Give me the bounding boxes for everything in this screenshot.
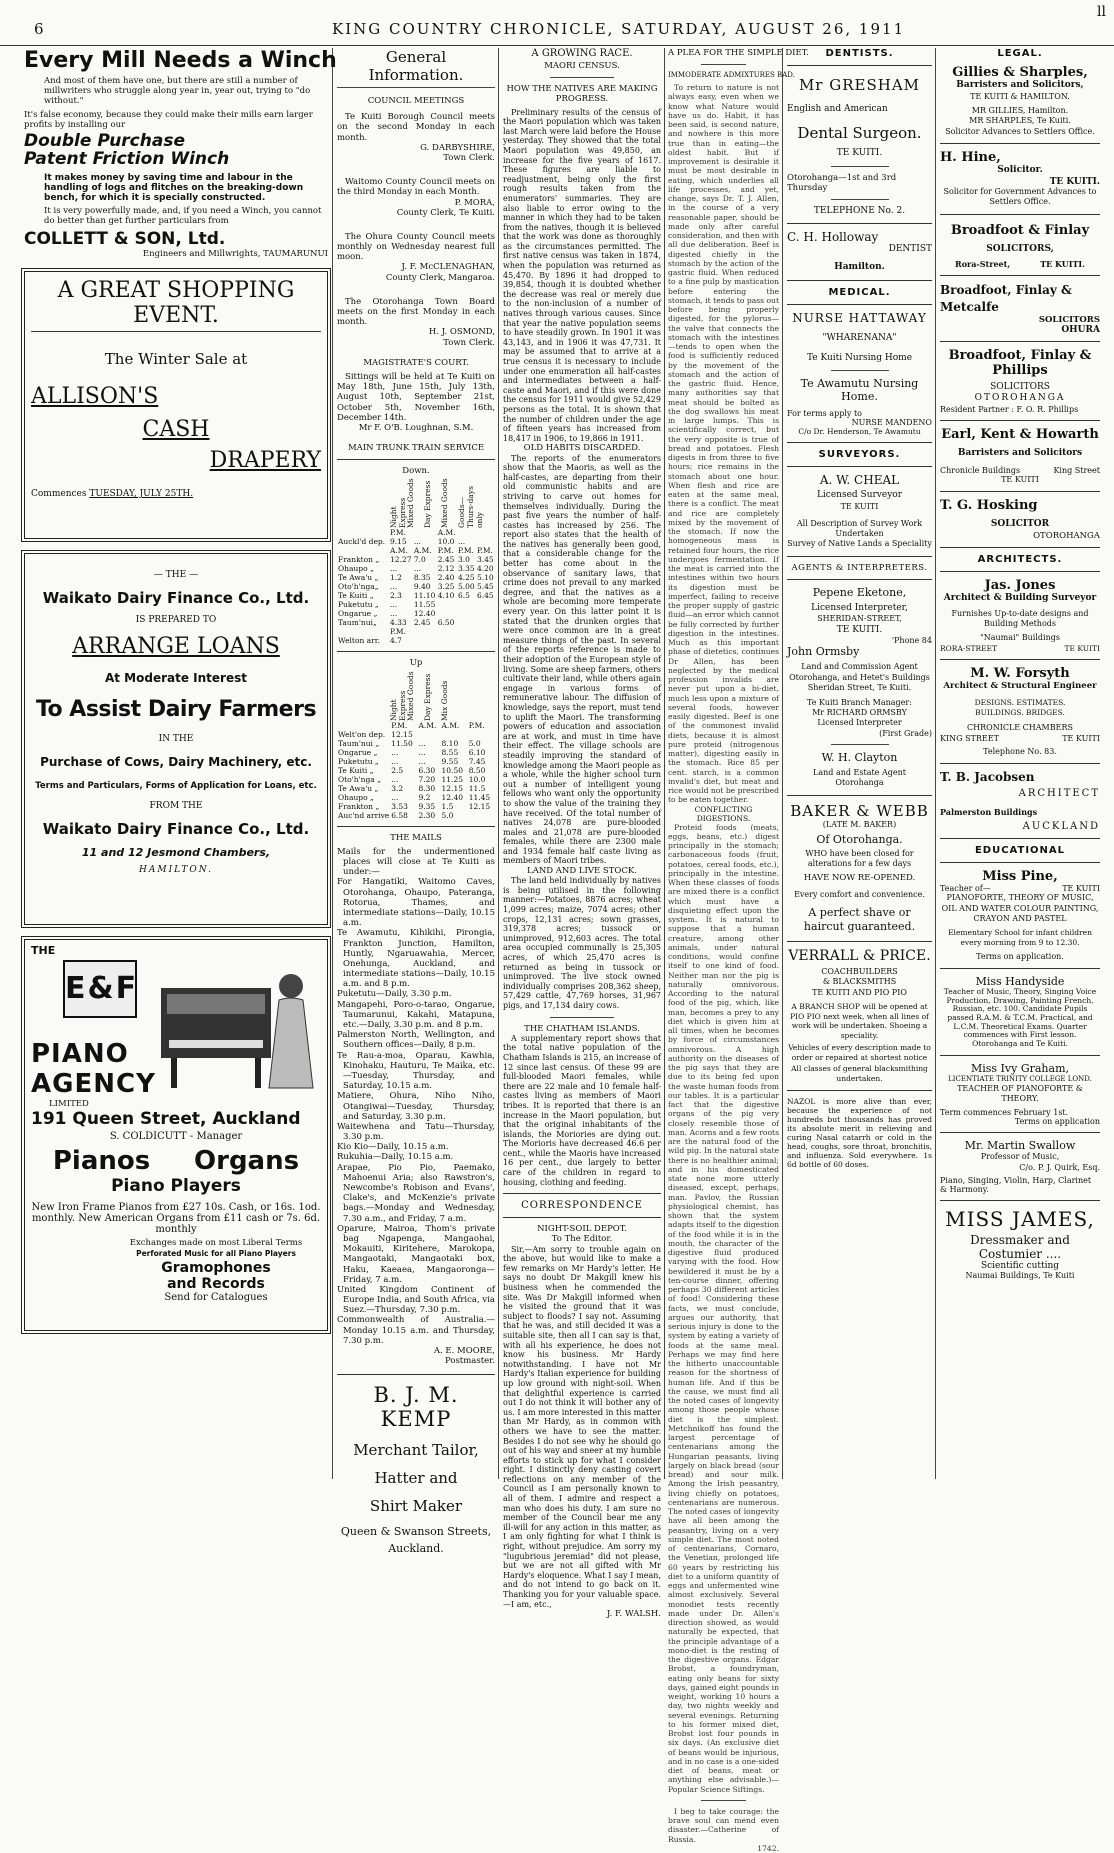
timetable-cell: 10.0 <box>468 774 486 784</box>
timetable-cell: A.M. <box>413 546 432 556</box>
dentists-heading: DENTISTS. <box>825 48 894 59</box>
timetable-cell: 6.58 <box>391 810 408 820</box>
timetable-cell: Taum'nui „ <box>338 738 380 748</box>
train-col-header: Day Express <box>423 673 432 721</box>
timetable-cell <box>476 528 495 537</box>
timetable-cell: ... <box>390 582 398 592</box>
timetable-cell <box>417 730 440 739</box>
timetable-cell: Ongarue „ <box>338 609 378 619</box>
timetable-cell <box>476 618 495 627</box>
table-row <box>337 739 495 748</box>
train-col-header: Goods—Thurs-days only <box>457 486 484 529</box>
timetable-cell: 3.25 <box>437 582 455 592</box>
timetable-cell: 1.2 <box>390 573 402 583</box>
timetable-cell: 8.10 <box>441 738 459 748</box>
timetable-cell: 4.20 <box>476 564 494 574</box>
timetable-cell: 7.0 <box>413 555 426 565</box>
down-train-headers <box>389 476 495 528</box>
table-row <box>337 582 495 591</box>
timetable-cell: Te Awa'u „ <box>338 783 379 793</box>
ef-logo: E&F <box>63 960 137 1018</box>
table-row <box>337 775 495 784</box>
mail-entry: Te Awamutu, Kihikihi, Pirongia, Frankton Junction, Hamilton, Huntly, Ngaruawahia, Mercer, Onehunga, Auckland, and intermediate stations—Daily, 10.15 a.m. and 8 p.m. <box>337 928 495 990</box>
table-row <box>337 730 495 739</box>
timetable-cell: ... <box>390 600 398 610</box>
mail-entry: Oparure, Mairoa, Thom's private bag Ngapenga, Mangaohai, Mokauiti, Kiritehere, Marokopa, Mangaotaki, Mangaotaki box, Haku, Kaeaea, Mangaoronga—Friday, 7 a.m. <box>337 1223 495 1285</box>
timetable-cell: 2.12 <box>437 564 455 574</box>
timetable-cell <box>457 618 476 627</box>
timetable-cell: 12.40 <box>441 792 463 802</box>
timetable-cell: Puketutu „ <box>338 600 379 610</box>
table-row <box>337 627 495 636</box>
train-col-header: Mixed Goods <box>406 671 415 721</box>
nazol-ad: NAZOL is more alive than ever, because the experience of not hundreds but thousands has proved its absolute merit in relieving and curing Nasal catarrh or cold in the head, coughs, sore throat, bronchitis, and influenza. Sold everywhere. 1s 6d bottle of 60 doses. <box>787 1096 932 1169</box>
mail-entry: Matiere, Ohura, Niho Niho, Otangiwai—Tuesday, Thursday, and Saturday, 3.30 p.m. <box>337 1091 495 1122</box>
timetable-cell: 6.50 <box>437 618 455 628</box>
timetable-cell: 11.45 <box>468 792 491 802</box>
collett-firm: COLLETT & SON, Ltd. <box>24 229 226 249</box>
timetable-cell: P.M. <box>390 528 406 538</box>
mail-entry: For Hangatiki, Waitomo Caves, Otorohanga, Ohaupo, Pateranga, Rotorua, Thames, and intermediate stations—Daily, 10.15 a.m. <box>337 877 495 929</box>
timetable-cell: 11.5 <box>468 783 486 793</box>
timetable-cell: 11.55 <box>413 600 436 610</box>
timetable-cell: 6.5 <box>457 591 470 601</box>
timetable-cell: ... <box>391 774 399 784</box>
general-info-title: General Information. <box>337 48 495 88</box>
down-train-table <box>337 528 495 645</box>
timetable-cell: 3.0 <box>457 555 470 565</box>
timetable-cell <box>337 721 390 730</box>
table-row <box>337 591 495 600</box>
timetable-cell: 8.30 <box>418 783 436 793</box>
timetable-cell: Frankton „ <box>338 801 380 811</box>
timetable-cell: Oto'h'nga „ <box>338 774 382 784</box>
timetable-cell: Oto'h'nga„ <box>338 582 379 592</box>
table-row <box>337 600 495 609</box>
timetable-cell <box>476 537 495 546</box>
timetable-cell: A.M. <box>441 720 460 730</box>
timetable-cell <box>437 627 457 636</box>
table-row <box>337 546 495 555</box>
timetable-cell: Ohaupo „ <box>338 564 374 574</box>
plea-diet-title: A PLEA FOR THE SIMPLE DIET. <box>668 48 809 58</box>
timetable-cell <box>413 636 437 645</box>
mail-entry: Palmerston North, Wellington, and Southern offices—Daily, 8 p.m. <box>337 1030 495 1051</box>
timetable-cell: 2.45 <box>437 555 455 565</box>
timetable-cell <box>337 546 389 555</box>
timetable-cell: 8.50 <box>468 765 486 775</box>
mail-entry: Te Rau-a-moa, Oparau, Kawhia, Kinohaku, Hauturu, Te Maika, etc.—Tuesday, Thursday, and Saturday, 10.15 a.m. <box>337 1050 495 1092</box>
timetable-cell: 9.55 <box>441 756 459 766</box>
newspaper-title: KING COUNTRY CHRONICLE, SATURDAY, AUGUST 26, 1911 <box>332 20 906 38</box>
up-train-headers <box>389 669 495 721</box>
train-col-header: Mixed Goods <box>440 478 449 529</box>
train-col-header: Day Express <box>423 481 432 529</box>
timetable-cell: A.M. <box>437 528 456 538</box>
timetable-cell: 2.3 <box>390 591 402 601</box>
baker-webb-ad: BAKER & WEBB <box>790 801 929 820</box>
column-3: A GROWING RACE. MAORI CENSUS. HOW THE NATIVES ARE MAKING PROGRESS. Preliminary results of the census of the Maori population which was taken last March were laid before the House yesterday. They showed that the total Maori population was 49,850, an increase for the five years of 1617. These figures are liable to readjustment, being only the first rough results taken from the enumerators' summaries. They are also liable to error owing to the manner in which they had to be taken from the natives, though it is believed that the work was done as thoroughly as the circumstances permitted. The first native census was taken in 1874, when the population was returned as 45,470. By 1896 it had dropped to 39,854, though it is doubted whether the decrease was real or merely due to the non-inclusion of a number of natives through various causes. Since that year the native population seems to have steadily grown. In 1901 it was 43,143, and in 1906 it was 47,731. It may be assumed that to arrive at a true census it is necessary to include under one enumeration all half-castes and intermediates between a half-caste and Maori, and if this were done the census for 1911 would give 52,429 persons as the total. It is shown that the number of children under the age of fifteen years has increased from 18,417 in 1906, to 19,866 in 1911. OLD HABITS DISCARDED. The reports of the enumerators show that the Maoris, as well as the half-castes, are departing from their old communistic habits and are striving to carve out homes for themselves individually. During the past five years the number of half-castes has increased by 256. The report also states that the health of the natives has generally been good, that a considerable change for the better has come about in the observance of sanitary laws, that crime does not prevail to any marked degree, and that the natives as a whole are becoming more temperate every year. On this latter point it is stated that the drunken orgies that were once common are in a great measure things of the past. In several of the reports reference is made to their adoption of the European style of living. Some are sheep farmers, others cultivate their land, while others again engage in various forms of remunerative labour. The diffusion of knowledge, says the report, must tend to uplift the Maori. The transforming powers of education and association are at work, and must in time have their effect. The village schools are steadily improving the standard of knowledge among the Maori people as a whole, while the higher school turn out a number of intelligent young fellows who want only the opportunity to show the value of the training they have received. Of the total number of natives 24,078 are pure-blooded males and 21,078 are pure-blooded females, while there are 2300 male and 1934 female half caste living as members of Maori tribes. LAND AND LIVE STOCK. The land held individually by natives is being utilised in the following manner:—Potatoes, 8876 acres; wheat 1,099 acres; maize, 7074 acres; other crops, 12,131 acres; sown grasses, 319,378 acres; tussock or unimproved, 912,603 acres. The total area occupied communally is 25,305 acres, of which 25,470 acres is returned as being in tussock or unimproved. The live stock owned individually comprises 208,362 sheep, 57,429 cattle, 47,769 horses, 31,967 pigs, and 17,134 dairy cows. THE CHATHAM ISLANDS. A supplementary report shows that the total native population of the Chatham Islands is 215, an increase of 12 since last census. Of these 99 are full-blooded Maori females, while there are 22 male and 10 female half-castes living as members of Maori tribes. It is reported that there is an increase in the Maori population, but that the original inhabitants of the islands, the Moriories are dying out. The Morioris have decreased 46.6 per cent., while the Maoris have increased 16 per cent., due largely to better care of the children in regard to housing, clothing and feeding. CORRESPONDENCE NIGHT-SOIL DEPOT. To The Editor. Sir,—Am sorry to trouble again on the above, but would like to make a few remarks on Mr Hardy's letter. He says no doubt Dr Makgill knew his business when he commended the site. Was Dr Makgill informed when he visited the ground that it was subject to floods? I say not. Assuming that he was, and still decided it was a suitable site, then all I can say is that, with all his experience, he does not know his business. Mr Hardy notwithstanding. I have not Mr Hardy's Italian experience for building up low ground with night-soil. When that delightful experience is carried out I do not think it will bother any of us. I am more interested in this matter than Mr Hardy, as in common with others we have to see the matter. Besides I do not see why he should go out of his way and sneer at my humble efforts to stick up for what I consider right. I distinctly deny casting covert reflections on any member of the Council as I am personally known to all of them. I admire and respect a man who does his duty. I am sure no member of the Council bear me any ill-will for any action in this matter, as I am only fighting for what I think is right, without prejudice. Am sorry my "lugubrious jeremiad" did not please, but we are not all gifted with Mr Hardy's eloquence. What I say I mean, and do not intend to go back on it. Thanking you for your valuable space.—I am, etc., J. F. WALSH. <box>503 48 661 1620</box>
timetable-cell: P.M. <box>390 627 406 637</box>
timetable-cell: Te Kuiti „ <box>338 765 374 775</box>
timetable-cell: ... <box>391 792 399 802</box>
timetable-cell: ... <box>390 609 398 619</box>
timetable-cell <box>457 600 476 609</box>
table-row <box>337 555 495 564</box>
table-row <box>337 802 495 811</box>
timetable-cell: 8.35 <box>413 573 431 583</box>
timetable-cell: 5.00 <box>457 582 475 592</box>
timetable-cell: ... <box>457 537 466 547</box>
table-row <box>337 721 495 730</box>
mail-entry: Rukuhia—Daily, 10.15 a.m. <box>337 1152 454 1163</box>
allison-ad: A GREAT SHOPPING EVENT. The Winter Sale at ALLISON'S CASH DRAPERY Commences TUESDAY, JULY 25TH. <box>24 271 328 539</box>
timetable-cell: P.M. <box>468 720 485 730</box>
timetable-cell: A.M. <box>418 720 437 730</box>
growing-race-title: A GROWING RACE. <box>531 48 633 59</box>
timetable-cell: 7.45 <box>468 756 486 766</box>
mail-entry: Arapae, Pio Pio, Paemako, Mahoenui Aria; also Rawstron's, Newcombe's Robison and Evans', Clake's, and McKenzie's private bags.—Monday and Wednesday, 7.30 a.m., and Friday, 7 a.m. <box>337 1162 495 1224</box>
table-row <box>337 811 495 820</box>
table-row <box>337 766 495 775</box>
timetable-cell: A.M. <box>390 546 408 556</box>
corner-mark: ll <box>1097 4 1106 20</box>
timetable-cell: 9.2 <box>418 792 431 802</box>
table-row <box>337 609 495 618</box>
column-6: LEGAL. Gillies & Sharples, Barristers and Solicitors, TE KUITI & HAMILTON. MR GILLIES, Hamilton. MR SHARPLES, Te Kuiti. Solicitor Advances to Settlers Office. H. Hine, Solicitor. TE KUITI. Solicitor for Government Advances to Settlers Office. Broadfoot & Finlay SOLICITORS, Rora-Street, TE KUITI. Broadfoot, Finlay & Metcalfe SOLICITORS OHURA Broadfoot, Finlay & Phillips SOLICITORS OTOROHANGA Resident Partner : F. O. R. Phillips Earl, Kent & Howarth Barristers and Solicitors Chronicle Buildings King Street TE KUITI T. G. Hosking SOLICITOR OTOROHANGA ARCHITECTS. Jas. Jones Architect & Building Surveyor Furnishes Up-to-date designs and Building Methods "Naumai" Buildings RORA-STREET TE KUITI M. W. Forsyth Architect & Structural Engineer DESIGNS. ESTIMATES. BUILDINGS. BRIDGES. CHRONICLE CHAMBERS KING STREET TE KUITI Telephone No. 83. T. B. Jacobsen ARCHITECT Palmerston Buildings AUCKLAND EDUCATIONAL Miss Pine, Teacher of— TE KUITI PIANOFORTE, THEORY OF MUSIC, OIL AND WATER COLOUR PAINTING, CRAYON AND PASTEL Elementary School for infant children every morning from 9 to 12.30. Terms on application. Miss Handyside Teacher of Music, Theory, Singing Voice Production, Drawing, Painting French, Russian, etc. 100. Candidate Pupils passed R.A.M. & T.C.M. Practical, and L.C.M. Theoretical Exams. Quarter commences with First lesson. Otorohanga and Te Kuiti. Miss Ivy Graham, LICENTIATE TRINITY COLLEGE LOND. TEACHER OF PIANOFORTE & THEORY. Term commences February 1st. Terms on application Mr. Martin Swallow Professor of Music, C/o. P. J. Quirk, Esq. Piano, Singing, Violin, Harp, Clarinet & Harmony. MISS JAMES, Dressmaker and Costumier .... Scientific cutting Naumai Buildings, Te Kuiti <box>940 48 1100 1280</box>
timetable-cell: 10.0 <box>437 537 455 547</box>
timetable-cell: P.M. <box>391 720 408 730</box>
timetable-cell: 6.30 <box>418 765 436 775</box>
piano-illustration <box>151 948 321 1098</box>
timetable-cell: 5.45 <box>476 582 494 592</box>
mails-list <box>337 847 495 1346</box>
timetable-cell <box>457 609 476 618</box>
timetable-cell <box>457 528 476 537</box>
timetable-cell: ... <box>413 564 422 574</box>
timetable-cell: 2.40 <box>437 573 455 583</box>
train-col-header: Night Express <box>389 498 407 529</box>
table-row <box>337 564 495 573</box>
timetable-cell: 5.0 <box>468 738 481 748</box>
timetable-cell: ... <box>418 747 426 757</box>
table-row <box>337 748 495 757</box>
timetable-cell <box>457 636 476 645</box>
timetable-cell <box>437 609 457 618</box>
timetable-cell: Auc'nd arrive <box>338 810 390 820</box>
table-row <box>337 784 495 793</box>
timetable-cell: 2.30 <box>418 810 436 820</box>
timetable-cell: ... <box>390 564 398 574</box>
train-col-header: Night Express <box>389 690 407 721</box>
column-5: DENTISTS. Mr GRESHAM English and American Dental Surgeon. TE KUITI. Otorohanga—1st and 3rd Thursday TELEPHONE No. 2. C. H. Holloway DENTIST Hamilton. MEDICAL. NURSE HATTAWAY "WHARENANA" Te Kuiti Nursing Home Te Awamutu Nursing Home. For terms apply to NURSE MANDENO C/o Dr. Henderson, Te Awamutu SURVEYORS. A. W. CHEAL Licensed Surveyor TE KUITI All Description of Survey Work Undertaken Survey of Native Lands a Speciality AGENTS & INTERPRETERS. Pepene Eketone, Licensed Interpreter, SHERIDAN-STREET, TE KUITI. 'Phone 84 John Ormsby Land and Commission Agent Otorohanga, and Hetet's Buildings Sheridan Street, Te Kuiti. Te Kuiti Branch Manager: Mr RICHARD ORMSBY Licensed Interpreter (First Grade) W. H. Clayton Land and Estate Agent Otorohanga BAKER & WEBB (LATE M. BAKER) Of Otorohanga. WHO have been closed for alterations for a few days HAVE NOW RE-OPENED. Every comfort and convenience. A perfect shave or haircut guaranteed. VERRALL & PRICE. COACHBUILDERS & BLACKSMITHS TE KUITI AND PIO PIO A BRANCH SHOP will be opened at PIO PIO next week, when all lines of work will be undertaken. Shoeing a speciality. Vehicles of every description made to order or repaired at shortest notice All classes of general blacksmithing undertaken. NAZOL is more alive than ever, because the experience of not hundreds but thousands has proved its absolute merit in relieving and curing Nasal catarrh or cold in the head, coughs, sore throat, bronchitis, and influenza. Sold everywhere. 1s 6d bottle of 60 doses. <box>787 48 932 1169</box>
timetable-cell <box>457 627 476 636</box>
timetable-cell: 6.45 <box>476 591 494 601</box>
timetable-cell: P.M. <box>476 546 493 556</box>
timetable-cell <box>413 528 437 537</box>
timetable-cell: 11.50 <box>391 738 413 748</box>
masthead <box>0 0 1114 46</box>
timetable-cell: 4.25 <box>457 573 475 583</box>
mail-entry: Mangapehi, Poro-o-tarao, Ongarue, Taumarunui, Kakahi, Matapuna, etc.—Daily, 3.30 p.m. and 8 p.m. <box>337 999 495 1030</box>
timetable-cell: Ongarue „ <box>338 747 378 757</box>
timetable-cell: Te Kuiti „ <box>338 591 374 601</box>
timetable-cell <box>337 627 389 636</box>
timetable-cell: Auckl'd dep. <box>338 537 386 547</box>
timetable-cell <box>441 730 468 739</box>
table-row <box>337 528 495 537</box>
timetable-cell <box>476 600 495 609</box>
correspondence-heading: CORRESPONDENCE <box>521 1200 643 1212</box>
timetable-cell: 3.53 <box>391 801 408 811</box>
table-row <box>337 618 495 627</box>
timetable-cell: 5.10 <box>476 573 494 583</box>
table-row <box>337 537 495 546</box>
timetable-cell: ... <box>418 738 426 748</box>
timetable-cell: 8.55 <box>441 747 459 757</box>
table-row <box>337 573 495 582</box>
mail-entry: Kio Kio—Daily, 10.15 a.m. <box>337 1142 449 1153</box>
timetable-cell: 9.35 <box>418 801 436 811</box>
table-row <box>337 793 495 802</box>
timetable-cell: 3.35 <box>457 564 475 574</box>
timetable-cell <box>437 600 457 609</box>
timetable-cell <box>476 609 495 618</box>
mail-entry: Puketutu—Daily, 3.30 p.m. <box>337 989 452 1000</box>
train-col-header: Mixed Goods <box>406 478 415 529</box>
timetable-cell: Taum'nui„ <box>338 618 377 628</box>
column-2: General Information. COUNCIL MEETINGS Te Kuiti Borough Council meets on the second Monday in each month. G. DARBYSHIRE, Town Clerk. Waitomo County Council meets on the third Monday in each Month. P. MORA, County Clerk, Te Kuiti. The Ohura County Council meets monthly on Wednesday nearest full moon. J. F. McCLENAGHAN, County Clerk, Mangaroa. The Otorohanga Town Board meets on the first Monday in each month. H. J. OSMOND, Town Clerk. MAGISTRATE'S COURT. Sittings will be held at Te Kuiti on May 18th, June 15th, July 13th, August 10th, September 21st, October 5th, November 16th, December 14th. Mr F. O'B. Loughnan, S.M. MAIN TRUNK TRAIN SERVICE Down. Night Express Mixed Goods Day Express Mixed Goods Goods—Thurs-days only P.M. A.M. Auckl'd dep. 9.15 ... 10.0 ... A.M. A.M. P.M. P.M. P.M. Frankton „ 12.27 7.0 2.45 3.0 3.45 Ohaupo „ ... ... 2.12 3.35 4.20 Te Awa'u „ 1.2 8.35 2.40 4.25 5.10 Oto'h'nga„ ... 9.40 3.25 5.00 5.45 Te Kuiti „ 2.3 11.10 4.10 6.5 6.45 Puketutu „ ... 11.55 Ongarue „ ... 12.40 Taum'nui„ 4.33 2.45 6.50 P.M. Welton arr. 4.7 Up Night Express Mixed Goods Day Express Mix Goods P.M. A.M. A.M. P.M. Welt'on dep. 12.15 Taum'nui „ 11.50 ... 8.10 5.0 Ongarue „ ... ... 8.55 6.10 Puketutu „ ... ... 9.55 7.45 Te Kuiti „ 2.5 6.30 10.50 8.50 Oto'h'nga „ ... 7.20 11.25 10.0 Te Awa'u „ 3.2 8.30 12.15 11.5 Ohaupo „ ... 9.2 12.40 11.45 Frankton „ 3.53 9.35 1.5 12.15 Auc'nd arrive 6.58 2.30 5.0 THE MAILS Mails for the undermentioned places will close at Te Kuiti as under:— For Hangatiki, Waitomo Caves, Otorohanga, Ohaupo, Pateranga, Rotorua, Thames, and intermediate stations—Daily, 10.15 a.m. Te Awamutu, Kihikihi, Pirongia, Frankton Junction, Hamilton, Huntly, Ngaruawahia, Mercer, Onehunga, Auckland, and intermediate stations—Daily, 10.15 a.m. and 8 p.m. Puketutu—Daily, 3.30 p.m. Mangapehi, Poro-o-tarao, Ongarue, Taumarunui, Kakahi, Matapuna, etc.—Daily, 3.30 p.m. and 8 p.m. Palmerston North, Wellington, and Southern offices—Daily, 8 p.m. Te Rau-a-moa, Oparau, Kawhia, Kinohaku, Hauturu, Te Maika, etc.—Tuesday, Thursday, and Saturday, 10.15 a.m. Matiere, Ohura, Niho Niho, Otangiwai—Tuesday, Thursday, and Saturday, 3.30 p.m. Waitewhena and Tatu—Thursday, 3.30 p.m. Kio Kio—Daily, 10.15 a.m. Rukuhia—Daily, 10.15 a.m. Arapae, Pio Pio, Paemako, Mahoenui Aria; also Rawstron's, Newcombe's Robison and Evans', Clake's, and McKenzie's private bags.—Monday and Wednesday, 7.30 a.m., and Friday, 7 a.m. Oparure, Mairoa, Thom's private bag Ngapenga, Mangaohai, Mokauiti, Kiritehere, Marokopa, Mangaotaki, Mangaotaki box, Haku, Kaeaea, Mangaoronga—Friday, 7 a.m. United Kingdom Continent of Europe India, and South Africa, via Suez.—Thursday, 7.30 p.m. Commonwealth of Australia.—Monday 10.15 a.m. and Thursday, 7.30 p.m. A. E. MOORE, Postmaster. B. J. M. KEMP Merchant Tailor, Hatter and Shirt Maker Queen & Swanson Streets, Auckland. <box>337 48 495 1556</box>
timetable-cell: 4.7 <box>390 636 402 646</box>
column-4: A PLEA FOR THE SIMPLE DIET. IMMODERATE ADMIXTURES BAD. To return to nature is not always easy, even when we know what Nature would have us do. Habit, it has been said, is second nature, and nowhere is this more true than in eating—the oldest habit. But if improvement is desirable it must be most desirable in eating, which underlies all life processes, and yet, change, says Dr. T. J. Allen, in the course of a very reasonable paper, should be made only after careful consideration, and then with all due deliberation. Beef is digested chiefly in the stomach by the action of the gastric fluid. When reduced to a fine pulp by mastication before entering the stomach, it tends to pass out before being properly digested, for the pylorus—the valve that connects the stomach with the intestines—tends to open when the food is sufficiently reduced by the movement of the stomach and the action of the gastric fluid. Hence, many authorities say that meat should be bolted as the dog swallows his meat in large lumps. This is scientifically correct, but the very opposite is true of bread and potatoes. Flesh digests in from three to five hours; rice remains in the stomach about one hour. When flesh and rice are eaten at the same meal, there is a conflict. The meat and rice are completely mixed by the movement of the stomach. If now the homogeneous mass is retained four hours, the rice undergoes fermentation. If the meat is carried into the intestines within two hours its digestion must be imperfect, failing to receive the proper supply of gastric fluid—an error which cannot be fully corrected by further digestion in the intestines. Much as this important phase of dietetics, continues Dr Allen, has been neglected by the medical profession invalids are never put upon a bi-diet, much less upon a mixture of several foods, however easily digested. Beef is one of the commonest invalid diets, because it is almost pure proteid (nitrogenous matter), digesting easily in the stomach. Rice 85 per cent. starch, is a common invalid's diet, but meat and rice would not be prescribed to be eaten together. CONFLICTING DIGESTIONS. Proteid foods (meats, eggs, beans, etc.) digest principally in the stomach; carbonaceous foods (fruit, potatoes, cereal foods, etc.), principally in the intestine. When these classes of foods are mixed there is a conflict which must have a disquieting effect upon the system. It is natural to suppose that a human creature, among other animals, under natural conditions, would confine itself to one kind of food. Neither man nor the pig is naturally omnivorous. According to the natural food of the pig, which, like man, becomes a prey to any diet which is given him at all times, when he becomes by force of circumstances omnivorous. A high authority on the diseases of the pig says that they are due to its being fed upon the waste human foods from our tables. It is a particular fact that the digestive organs of the pig very closely resemble those of man. Acorns and a few roots are the natural food of the wild pig. In the natural state there is no healthier animal; and in his domesticated state none more utterly diseased, except, perhaps, man. Pavlov, the Russian physiological chemist, has shown that the system adapts itself to the digestion of the food while it is in the mouth, the character of the digestive fluid produced varying with the food. How bewildered it must be by a ten-course dinner, offering perhaps 30 different articles of food! Considering these facts, we must conclude, argues our authority, that serious injury is done to the system by eating a variety of foods at the same meal. Perhaps we may find here the hitherto unaccountable reason for the shortness of human life. And if this be the cause, we must find all the noted cases of longevity among those people whose diet is the simplest. Metchnikoff has found the largest percentage of centenarians among the Hungarian peasants, living largely on black bread (sour bread) and sour milk. Among the Irish peasantry, living chiefly on potatoes, centenarians are numerous. The noted cases of longevity have all been among the peasantry, living on a very simple diet. The most noted of centenarians, Cornaro, the Venetian, prolonged life 60 years by restricting his diet to a uniform quantity of eggs and unfermented wine almost exclusively. Several monodiet tests recently made under Dr. Allen's direction showed, as would naturally be expected, that the principle advantage of a mono-diet is the resting of the digestive organs. Edgar Brobst, a foundryman, eating only beans for sixty days, gained eight pounds in weight, working 10 hours a day, two nights weekly and several evenings. Returning to his former mixed diet, Brobst lost four pounds in six days. (An exclusive diet of beans would be injurious, and in no case is a one-sided diet of beans, meat or anything else advisable.)—Popular Science Siftings. I beg to take courage: the brave soul can mend even disaster.—Catherine of Russia. 1742. <box>668 48 809 1853</box>
verrall-price-ad: VERRALL & PRICE. <box>788 947 931 964</box>
mail-entry: Commonwealth of Australia.—Monday 10.15 a.m. and Thursday, 7.30 p.m. <box>337 1315 495 1346</box>
timetable-cell <box>476 627 495 636</box>
timetable-cell: ... <box>418 756 426 766</box>
timetable-cell: 12.40 <box>413 609 436 619</box>
timetable-cell: ... <box>391 756 399 766</box>
winch-title: Every Mill Needs a Winch <box>24 48 337 73</box>
timetable-cell: 12.27 <box>390 555 412 565</box>
timetable-cell: Ohaupo „ <box>338 792 374 802</box>
timetable-cell: Frankton „ <box>338 555 380 565</box>
timetable-cell: Welton arr. <box>338 636 380 646</box>
piano-agency-ad: THE E&F PIANO AGENCY LIMITED 191 Queen Street, Auckland S. COLDICUTT - Manager Pianos Organs Piano Players New Iron Frame Pianos from £27 10s. Cash, or 16s. 1od. monthly. New American Organs from £11 cash or 7s. 6d. monthly Exchanges made on most Liberal Terms Perforated Music for all Piano Players Gramophones and Records Send for Catalogues <box>24 939 328 1331</box>
timetable-cell: 7.20 <box>418 774 436 784</box>
page-number: 6 <box>34 20 44 38</box>
timetable-cell <box>468 730 495 739</box>
timetable-cell <box>337 528 389 537</box>
timetable-cell <box>468 811 495 820</box>
timetable-cell: Te Awa'u „ <box>338 573 379 583</box>
timetable-cell: P.M. <box>457 546 474 556</box>
winch-ad: Every Mill Needs a Winch And most of them have one, but there are still a number of millwriters who struggle along year in, year out, trying to "do without." It's false economy, because they could make their mills earn larger profits by installing our Double Purchase Patent Friction Winch It makes money by saving time and labour in the handling of logs and flitches on the breaking-down bench, for which it is specially constructed. It is very powerfully made, and, if you need a Winch, you cannot do better than get further particulars from COLLETT & SON, Ltd. Engineers and Millwrights, TAUMARUNUI <box>24 48 337 259</box>
timetable-cell: ... <box>413 537 422 547</box>
mail-entry: United Kingdom Continent of Europe India, and South Africa, via Suez.—Thursday, 7.30 p.m. <box>337 1284 495 1316</box>
timetable-cell: 1.5 <box>441 801 454 811</box>
waikato-dairy-ad: — THE — Waikato Dairy Finance Co., Ltd. IS PREPARED TO ARRANGE LOANS At Moderate Interest To Assist Dairy Farmers IN THE Purchase of Cows, Dairy Machinery, etc. Terms and Particulars, Forms of Application for Loans, etc. FROM THE Waikato Dairy Finance Co., Ltd. 11 and 12 Jesmond Chambers, HAMILTON. <box>24 553 328 925</box>
column-1 <box>24 48 337 1479</box>
timetable-cell: P.M. <box>437 546 454 556</box>
timetable-cell: 4.33 <box>390 618 407 628</box>
timetable-cell: 12.15 <box>441 783 463 793</box>
timetable-cell: ... <box>391 747 399 757</box>
timetable-cell: 2.45 <box>413 618 431 628</box>
timetable-cell: Puketutu „ <box>338 756 379 766</box>
miss-james-ad: MISS JAMES, <box>945 1206 1095 1231</box>
table-row <box>337 757 495 766</box>
timetable-cell <box>413 627 437 636</box>
mail-entry: Waitewhena and Tatu—Thursday, 3.30 p.m. <box>337 1121 495 1143</box>
timetable-cell: 6.10 <box>468 747 486 757</box>
kemp-ad: B. J. M. KEMP Merchant Tailor, Hatter and Shirt Maker Queen & Swanson Streets, Auckland. <box>340 1383 492 1556</box>
timetable-cell: 10.50 <box>441 765 463 775</box>
timetable-cell: 9.40 <box>413 582 431 592</box>
timetable-cell: 3.45 <box>476 555 494 565</box>
timetable-cell: 11.10 <box>413 591 436 601</box>
timetable-cell <box>437 636 457 645</box>
timetable-cell: 12.15 <box>468 801 491 811</box>
train-col-header: Mix Goods <box>440 680 449 721</box>
up-train-table <box>337 721 495 820</box>
timetable-cell: 3.2 <box>391 783 404 793</box>
timetable-cell: 12.15 <box>391 729 413 739</box>
timetable-cell: 11.25 <box>441 774 463 784</box>
timetable-cell: 9.15 <box>390 537 407 547</box>
timetable-cell: 5.0 <box>441 810 454 820</box>
timetable-cell: 2.5 <box>391 765 404 775</box>
timetable-cell: Welt'on dep. <box>338 729 386 739</box>
timetable-cell <box>476 636 495 645</box>
mail-entry: Mails for the undermentioned places will close at Te Kuiti as under:— <box>337 846 495 878</box>
timetable-cell: 4.10 <box>437 591 455 601</box>
table-row <box>337 636 495 645</box>
legal-heading: LEGAL. <box>997 48 1043 59</box>
